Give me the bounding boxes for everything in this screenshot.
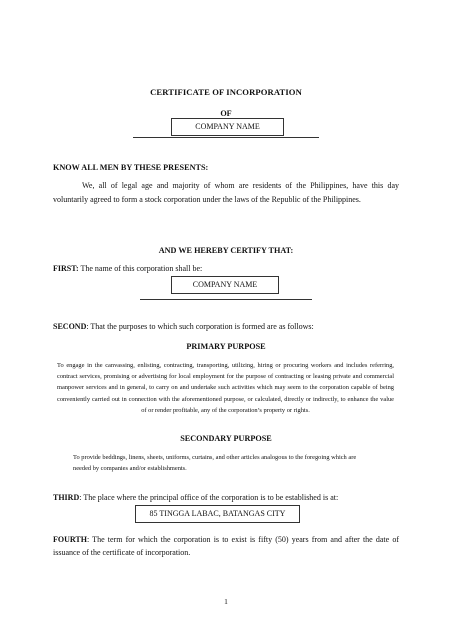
of-label: OF — [220, 109, 232, 118]
primary-purpose-heading: PRIMARY PURPOSE — [186, 342, 266, 351]
first-company-name-box: COMPANY NAME — [171, 276, 279, 294]
secondary-purpose-text: To provide beddings, linens, sheets, uniforms, curtains, and other articles analogous to the foregoing which are needed by companies and/or establishments. — [73, 454, 357, 473]
fourth-label: FOURTH — [53, 535, 87, 544]
first-label: FIRST: — [53, 264, 79, 273]
second-label: SECOND — [53, 322, 87, 331]
first-underline — [140, 299, 312, 300]
second-text: : That the purposes to which such corporation is formed are as follows: — [86, 322, 314, 331]
primary-purpose-text: To engage in the canvassing, enlisting, contracting, transporting, utilizing, hiring or procuring workers and includes referring, contract services, promising or advertising for local employment for the purpose of contracting or leasing private and commercial manpower services and in general, to carry on and undertake such activities which may seem to the corporation capable of being conveniently carried out in connection with the aforementioned purpose, or calculated, directly or indirectly, to enhance the value of or render profitable, any of the corporation’s property or rights. — [57, 362, 394, 414]
company-name-box: COMPANY NAME — [171, 118, 284, 136]
secondary-purpose-heading: SECONDARY PURPOSE — [180, 434, 272, 443]
first-text: The name of this corporation shall be: — [78, 264, 203, 273]
intro-paragraph: We, all of legal age and majority of whom are residents of the Philippines, have this day voluntarily agreed to form a stock corporation under the laws of the Republic of the Philippines. — [53, 181, 399, 204]
know-all-men-heading: KNOW ALL MEN BY THESE PRESENTS: — [53, 163, 209, 172]
third-clause — [53, 493, 338, 502]
second-clause — [53, 322, 314, 331]
document-title: CERTIFICATE OF INCORPORATION — [150, 87, 302, 97]
third-text: : The place where the principal office of the corporation is to be established is at: — [79, 493, 339, 502]
principal-office-box: 85 TINGGA LABAC, BATANGAS CITY — [135, 505, 300, 523]
first-clause — [53, 264, 202, 273]
fourth-text: : The term for which the corporation is to exist is fifty (50) years from and after the date of issuance of the certificate of incorporation. — [53, 535, 399, 557]
page-number: 1 — [224, 597, 228, 606]
fourth-clause — [53, 533, 399, 559]
company-name-underline — [133, 137, 319, 138]
third-label: THIRD — [53, 493, 80, 502]
certify-heading: AND WE HEREBY CERTIFY THAT: — [158, 246, 294, 255]
